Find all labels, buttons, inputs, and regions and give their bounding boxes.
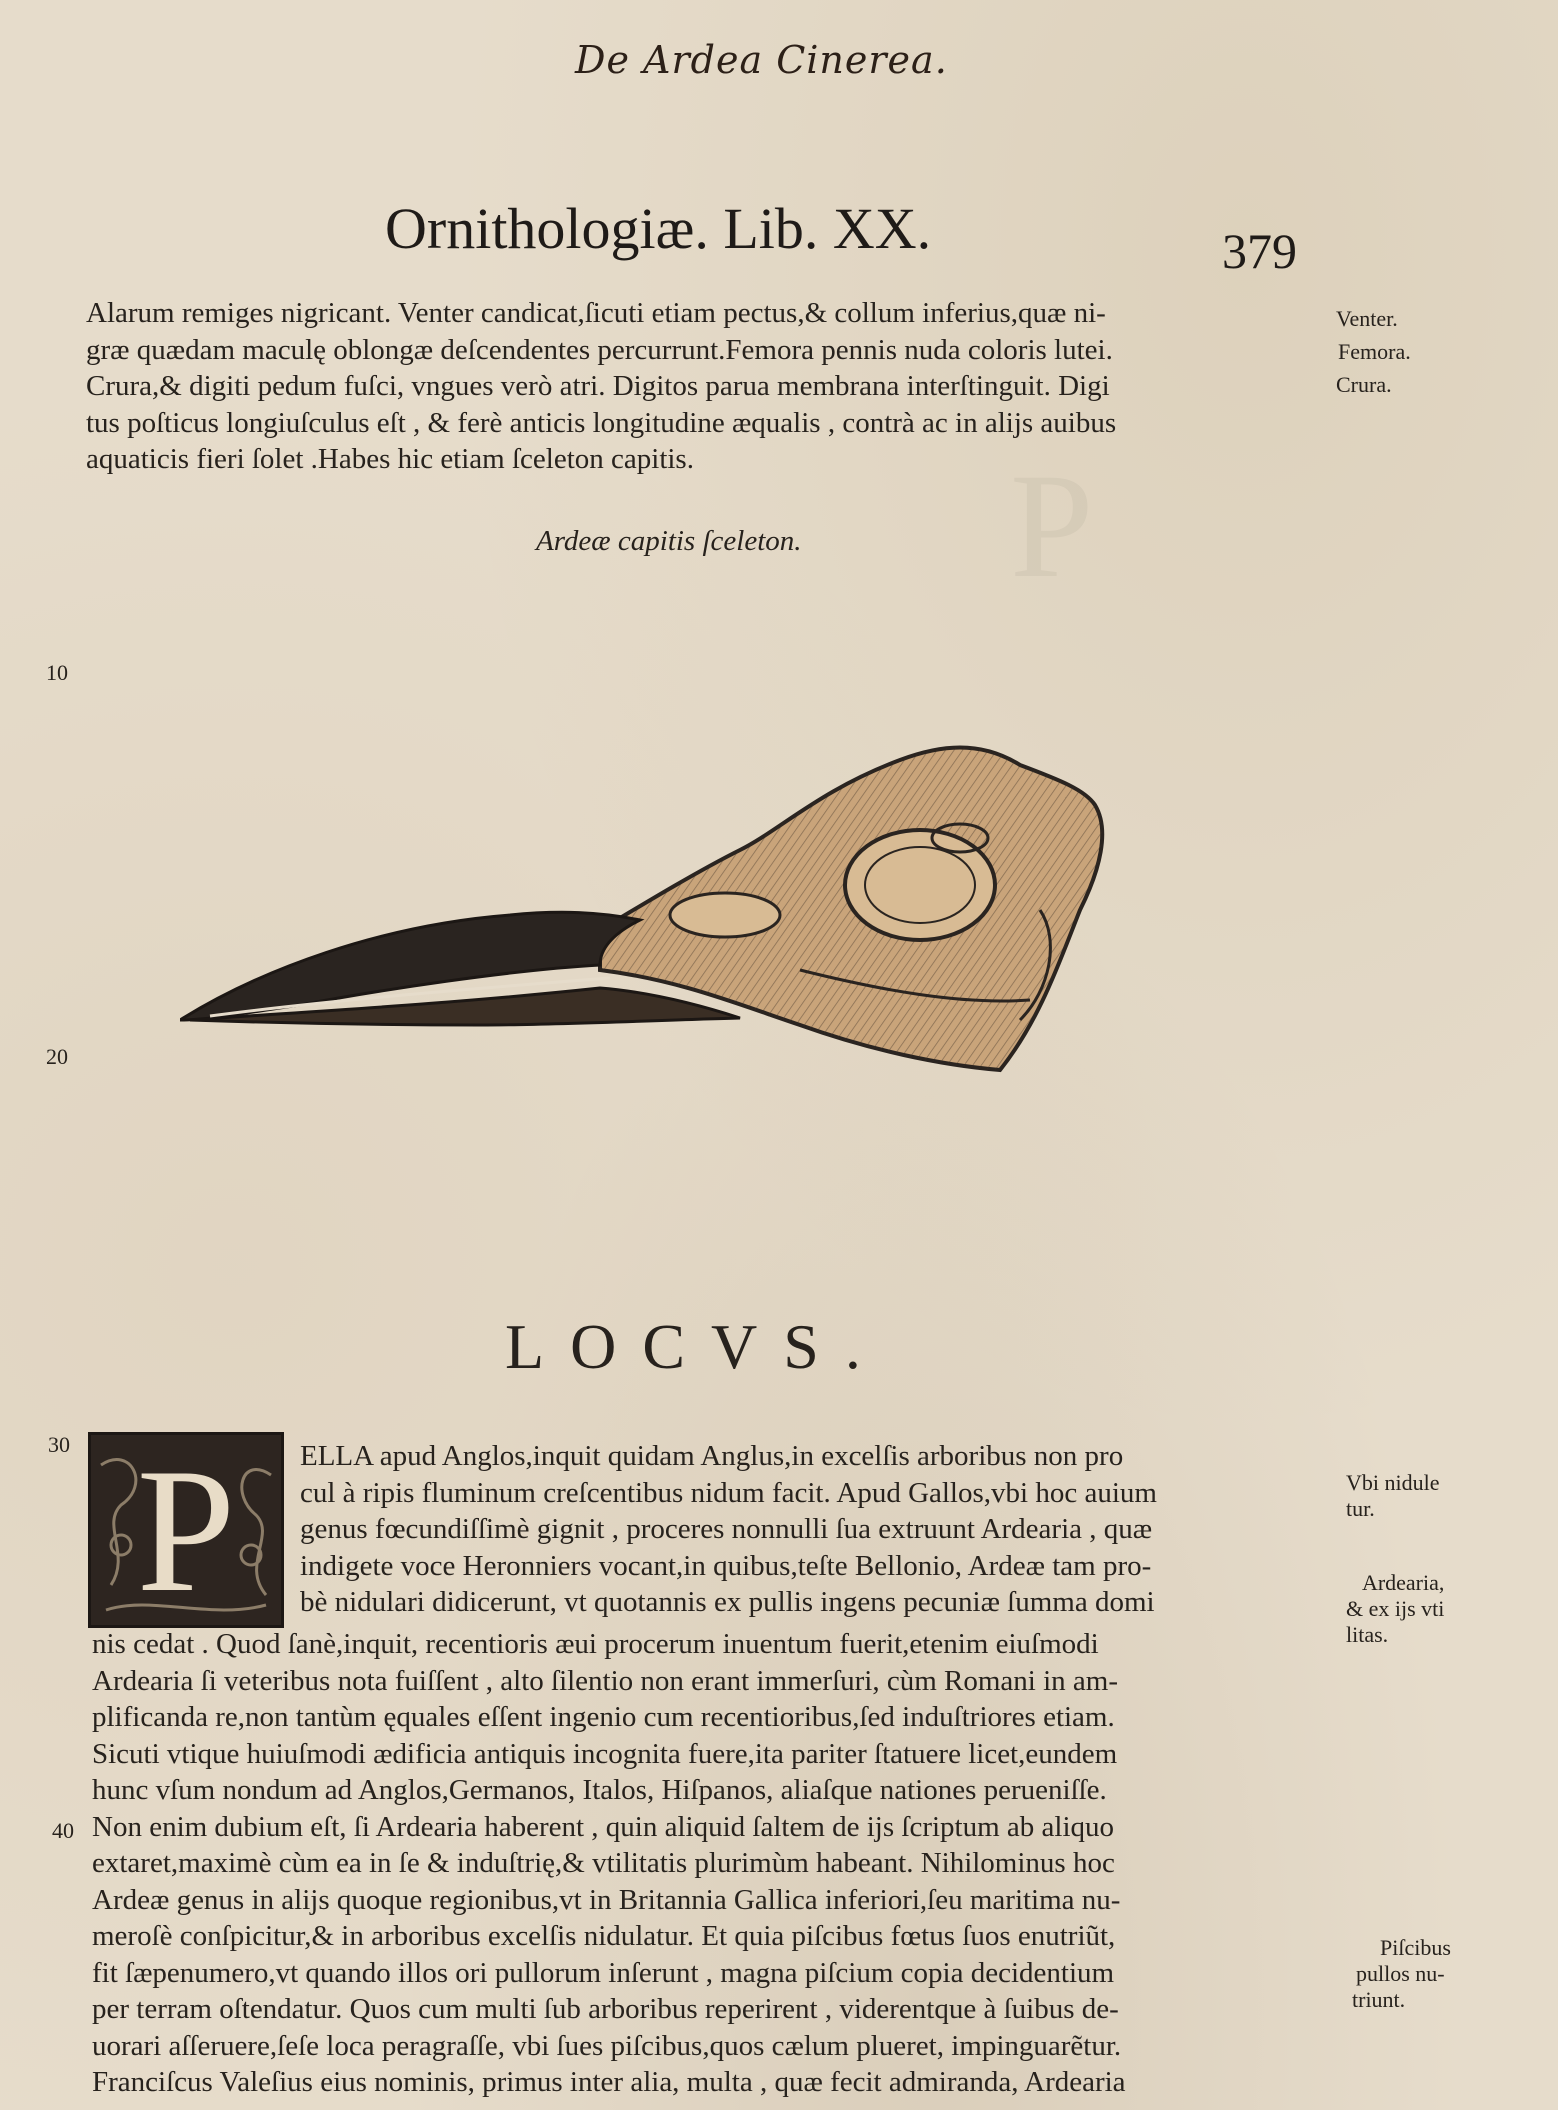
- margin-note: Ardearia,: [1361, 1570, 1445, 1595]
- text-line: Ardeæ genus in alijs quoque regionibus,vt in Britannia Gallica inferiori,ſeu maritima nu-: [92, 1883, 1121, 1916]
- text-line: cul à ripis fluminum creſcentibus nidum facit. Apud Gallos,vbi hoc auium: [300, 1476, 1157, 1509]
- text-line: indigete voce Heronniers vocant,in quibus,teſte Bellonio, Ardeæ tam pro-: [300, 1549, 1152, 1582]
- text-line: græ quædam maculę oblongæ deſcendentes percurrunt.Femora pennis nuda coloris lutei.: [86, 333, 1113, 366]
- text-line: uorari aſſeruere,ſeſe loca peragraſſe, vbi ſues piſcibus,quos cælum plueret, impinguarẽtur.: [92, 2029, 1122, 2062]
- locus-first-lines: [300, 1438, 1157, 1621]
- text-line: Crura,& digiti pedum fuſci, vngues verò atri. Digitos parua membrana interſtinguit. Digi: [86, 370, 1110, 402]
- heron-skull-woodcut: [180, 720, 1240, 1080]
- margin-note-nest: [1346, 1470, 1440, 1522]
- text-line: extaret,maximè cùm ea in ſe & induſtrię,& vtilitatis plurimùm habeant. Nihilominus hoc: [92, 1847, 1115, 1879]
- page-number: 379: [1222, 223, 1297, 279]
- text-line: plificanda re,non tantùm ęquales eſſent ingenio cum recentioribus,ſed induſtriores etiam.: [92, 1701, 1115, 1733]
- text-line: Non enim dubium eſt, ſi Ardearia haberent , quin aliquid ſaltem de ijs ſcriptum ab aliquo: [92, 1810, 1115, 1843]
- text-line: meroſè conſpicitur,& in arboribus excelſis nidulatur. Et quia piſcibus fœtus ſuos enutriũt,: [92, 1920, 1116, 1952]
- margin-notes-top: [1336, 302, 1411, 401]
- text-line: ELLA apud Anglos,inquit quidam Anglus,in excelſis arboribus non pro: [300, 1440, 1124, 1472]
- text-line: Ardearia ſi veteribus nota fuiſſent , alto ſilentio non erant immerſuri, cùm Romani in am-: [92, 1664, 1119, 1697]
- text-line: bè nidulari didicerunt, vt quotannis ex pullis ingens pecuniæ ſumma domi: [300, 1586, 1155, 1618]
- margin-note: litas.: [1346, 1622, 1389, 1647]
- margin-note: Femora.: [1338, 339, 1411, 364]
- text-line: Franciſcus Valeſius eius nominis, primus inter alia, multa , quæ fecit admiranda, Ardearia: [92, 2066, 1126, 2098]
- initial-letter: P: [136, 1431, 236, 1629]
- line-number: 30: [48, 1432, 70, 1457]
- margin-note: Vbi nidule: [1346, 1470, 1440, 1495]
- margin-note: Crura.: [1336, 372, 1392, 397]
- decorated-initial: [88, 1432, 284, 1628]
- figure-caption: Ardeæ capitis ſceleton.: [536, 525, 802, 557]
- intro-paragraph: [86, 295, 1116, 478]
- text-line: Alarum remiges nigricant. Venter candicat,ſicuti etiam pectus,& collum inferius,quæ ni-: [86, 297, 1106, 329]
- text-line: genus fœcundiſſimè gignit , proceres nonnulli ſua extruunt Ardearia , quæ: [300, 1513, 1153, 1545]
- margin-note: Venter.: [1336, 306, 1398, 331]
- margin-note-fish: [1346, 1935, 1451, 2013]
- text-line: per terram oſtendatur. Quos cum multi ſub arboribus reperirent , viderentque à ſuibus de-: [92, 1993, 1119, 2025]
- handwritten-title: De Ardea Cinerea.: [575, 38, 948, 82]
- running-head: Ornithologiæ. Lib. XX.: [385, 196, 932, 261]
- text-line: nis cedat . Quod ſanè,inquit, recentioris æui procerum inuentum fuerit,etenim eiuſmodi: [92, 1628, 1099, 1660]
- line-number: 10: [46, 660, 68, 685]
- show-through: P: [1010, 443, 1094, 609]
- margin-note: tur.: [1346, 1496, 1375, 1521]
- margin-note: triunt.: [1352, 1987, 1406, 2012]
- text-line: fit ſæpenumero,vt quando illos ori pullorum inſerunt , magna piſcium copia decidentium: [92, 1956, 1115, 1989]
- margin-note: pullos nu-: [1356, 1961, 1445, 1986]
- margin-note-ardearia: [1346, 1570, 1444, 1648]
- text-line: aquaticis fieri ſolet .Habes hic etiam ſceleton capitis.: [86, 443, 694, 475]
- text-line: Sicuti vtique huiuſmodi ædificia antiquis incognita fuere,ita pariter ſtatuere licet,eundem: [92, 1737, 1118, 1770]
- margin-note: Piſcibus: [1380, 1935, 1451, 1960]
- text-line: tus poſticus longiuſculus eſt , & ferè anticis longitudine æqualis , contrà ac in alijs auibus: [86, 406, 1117, 439]
- text-line: hunc vſum nondum ad Anglos,Germanos, Italos, Hiſpanos, aliaſque nationes perueniſſe.: [92, 1774, 1107, 1806]
- margin-note: & ex ijs vti: [1346, 1596, 1445, 1621]
- line-number: 20: [46, 1044, 68, 1069]
- locus-body: [92, 1626, 1126, 2101]
- line-number: 40: [52, 1818, 74, 1843]
- section-heading: LOCVS.: [505, 1311, 887, 1382]
